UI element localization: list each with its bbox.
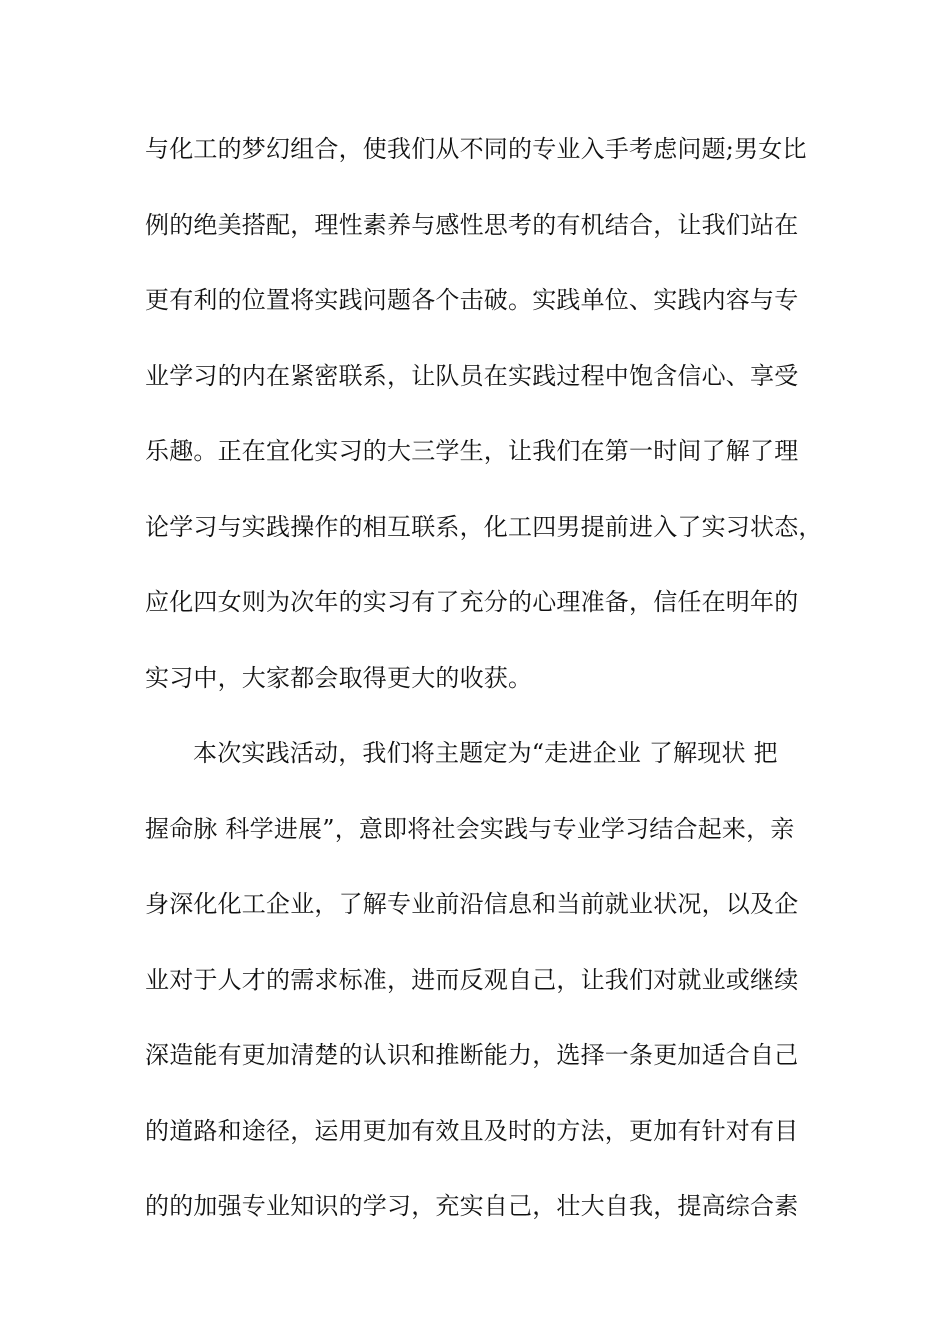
text-line: 乐趣。正在宜化实习的大三学生，让我们在第一时间了解了理 — [145, 437, 799, 465]
text-line: 论学习与实践操作的相互联系，化工四男提前进入了实习状态， — [145, 512, 823, 541]
text-line: 的道路和途径，运用更加有效且及时的方法，更加有针对有目 — [145, 1116, 799, 1145]
text-line: 本次实践活动，我们将主题定为“走进企业 了解现状 把 — [193, 739, 778, 767]
text-line: 例的绝美搭配，理性素养与感性思考的有机结合，让我们站在 — [145, 210, 799, 239]
text-line: 身深化化工企业，了解专业前沿信息和当前就业状况，以及企 — [145, 890, 799, 918]
text-line: 深造能有更加清楚的认识和推断能力，选择一条更加适合自己 — [145, 1041, 799, 1069]
text-line: 业学习的内在紧密联系，让队员在实践过程中饱含信心、享受 — [145, 361, 799, 390]
paragraph-2 — [145, 730, 825, 1259]
text-line: 的的加强专业知识的学习，充实自己，壮大自我，提高综合素 — [145, 1192, 799, 1220]
document-body — [145, 126, 825, 1259]
paragraph-1 — [145, 126, 825, 730]
text-line: 与化工的梦幻组合，使我们从不同的专业入手考虑问题;男女比 — [145, 135, 807, 163]
text-line: 更有利的位置将实践问题各个击破。实践单位、实践内容与专 — [145, 286, 799, 314]
text-line: 握命脉 科学进展”，意即将社会实践与专业学习结合起来，亲 — [145, 814, 795, 843]
text-line: 实习中，大家都会取得更大的收获。 — [145, 663, 533, 692]
text-line: 应化四女则为次年的实习有了充分的心理准备，信任在明年的 — [145, 588, 799, 616]
text-line: 业对于人才的需求标准，进而反观自己，让我们对就业或继续 — [145, 965, 799, 994]
